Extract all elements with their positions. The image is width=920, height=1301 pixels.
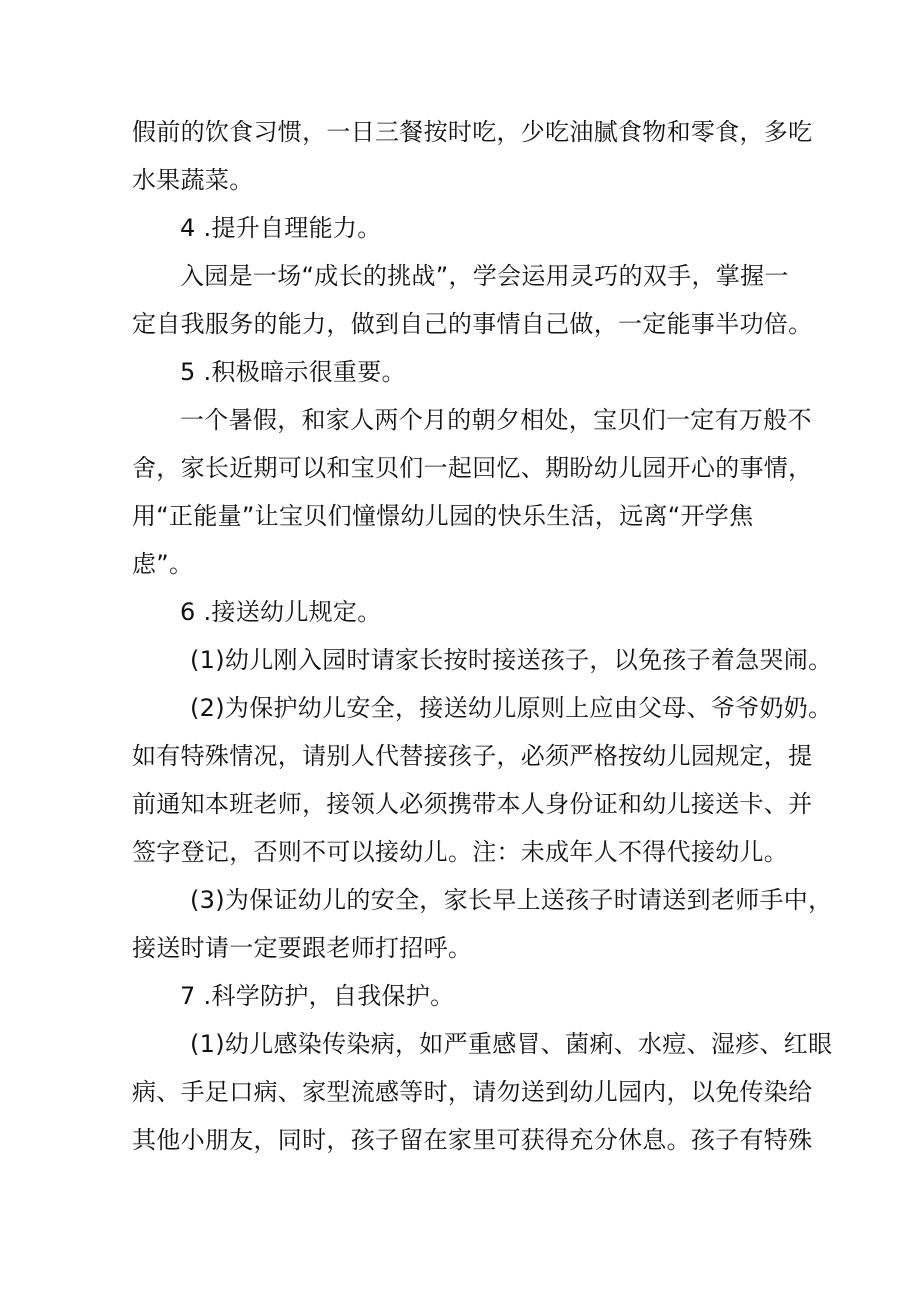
text-line: 舍，家长近期可以和宝贝们一起回忆、期盼幼儿园开心的事情， [132, 454, 813, 482]
list-item: (1)幼儿感染传染病，如严重感冒、菌痢、水痘、湿疹、红眼 [190, 1030, 833, 1058]
text-line: 病、手足口病、家型流感等时，请勿送到幼儿园内，以免传染给 [132, 1078, 813, 1106]
text-line: 一个暑假，和家人两个月的朝夕相处，宝贝们一定有万般不 [180, 406, 812, 434]
section-heading: 7 .科学防护，自我保护。 [180, 982, 455, 1010]
list-item: (1)幼儿刚入园时请家长按时接送孩子，以免孩子着急哭闹。 [190, 646, 833, 674]
text-line: 用“正能量”让宝贝们憧憬幼儿园的快乐生活，远离“开学焦 [132, 502, 754, 530]
text-line: 水果蔬菜。 [132, 166, 254, 194]
text-line: 定自我服务的能力，做到自己的事情自己做，一定能事半功倍。 [132, 310, 813, 338]
text-line: 前通知本班老师，接领人必须携带本人身份证和幼儿接送卡、并 [132, 790, 813, 818]
list-item: (3)为保证幼儿的安全，家长早上送孩子时请送到老师手中， [190, 886, 833, 914]
section-heading: 6 .接送幼儿规定。 [180, 598, 382, 626]
text-line: 接送时请一定要跟老师打招呼。 [132, 934, 473, 962]
text-line: 假前的饮食习惯，一日三餐按时吃，少吃油腻食物和零食，多吃 [132, 118, 813, 146]
text-line: 虑”。 [132, 550, 194, 578]
section-heading: 5 .积极暗示很重要。 [180, 358, 406, 386]
text-line: 其他小朋友，同时，孩子留在家里可获得充分休息。孩子有特殊 [132, 1126, 813, 1154]
text-line: 签字登记，否则不可以接幼儿。注：未成年人不得代接幼儿。 [132, 838, 789, 866]
text-line: 如有特殊情况，请别人代替接孩子，必须严格按幼儿园规定，提 [132, 742, 813, 770]
list-item: (2)为保护幼儿安全，接送幼儿原则上应由父母、爷爷奶奶。 [190, 694, 833, 722]
text-line: 入园是一场“成长的挑战”，学会运用灵巧的双手，掌握一 [180, 262, 789, 290]
section-heading: 4 .提升自理能力。 [180, 214, 382, 242]
